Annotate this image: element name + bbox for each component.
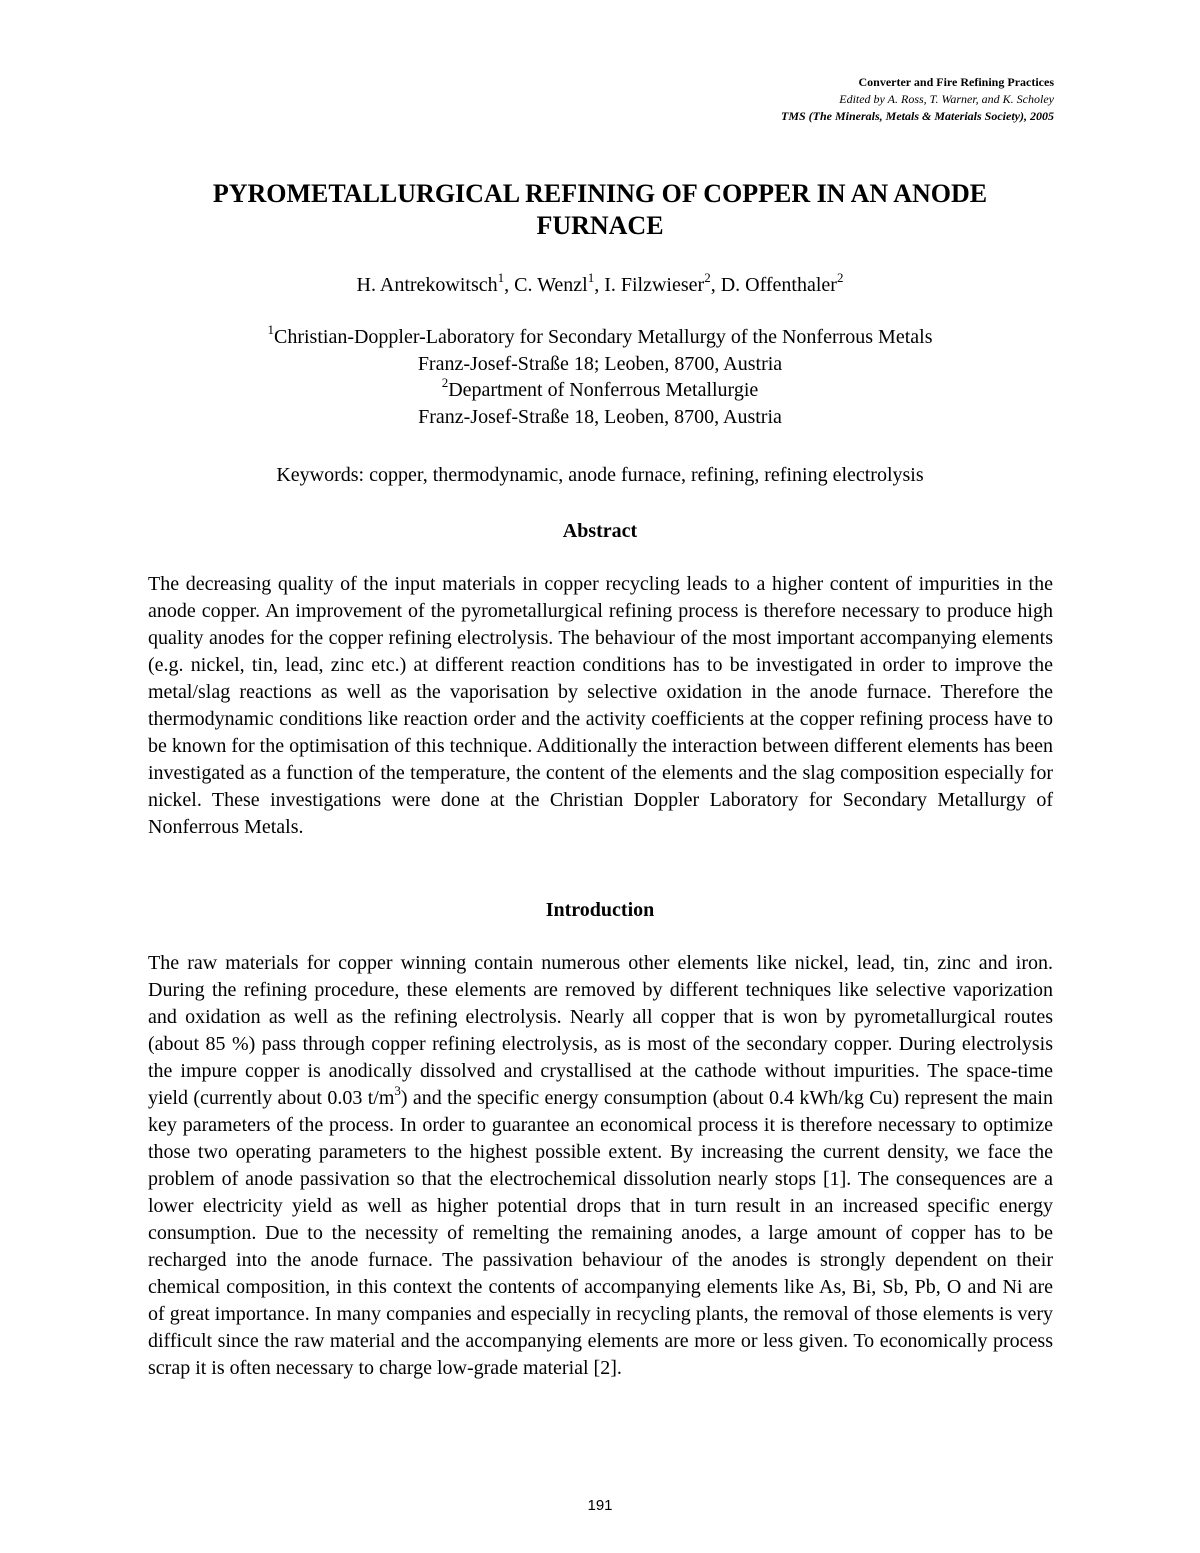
introduction-heading: Introduction (545, 899, 655, 921)
title-line-2: FURNACE (536, 211, 664, 240)
author-list: H. Antrekowitsch$^1$, C. Wenzl$^1$, I. Filzwieser$^2$, D. Offenthaler$^2$ (356, 270, 844, 296)
author-affiliation-mark: 1 (497, 270, 505, 286)
page-number: 191 (587, 1497, 613, 1514)
affiliation-name: $^1$Christian-Doppler-Laboratory for Secondary Metallurgy of the Nonferrous Metals (267, 322, 933, 348)
author-name: D. Offenthaler (720, 274, 837, 296)
paper-title (150, 178, 1050, 242)
affiliation-name: $^2$Department of Nonferrous Metallurgie (441, 375, 759, 401)
affiliation-mark: 2 (441, 375, 449, 391)
superscript-exponent: 3 (394, 1083, 401, 1099)
running-header (781, 74, 1054, 125)
affiliation-address: Franz-Josef-Straße 18, Leoben, 8700, Austria (418, 405, 782, 428)
author-affiliation-mark: 2 (704, 270, 711, 286)
affiliation-mark: 1 (267, 322, 274, 338)
editors-line: Edited by A. Ross, T. Warner, and K. Scholey (839, 92, 1054, 106)
proceedings-title: Converter and Fire Refining Practices (858, 75, 1054, 89)
author-affiliation-mark: 1 (587, 270, 595, 286)
keywords-line: Keywords: copper, thermodynamic, anode furnace, refining, refining electrolysis (276, 464, 924, 486)
title-line-1: PYROMETALLURGICAL REFINING OF COPPER IN AN ANODE (212, 179, 988, 208)
abstract-text: The decreasing quality of the input materials in copper recycling leads to a higher content of impurities in the anode copper. An improvement of the pyrometallurgical refining process is therefore necessary to produce high quality anodes for the copper refining electrolysis. The behaviour of the most important accompanying elements (e.g. nickel, tin, lead, zinc etc.) at different reaction conditions has to be investigated in order to improve the metal/slag reactions as well as the vaporisation by selective oxidation in the anode furnace. Therefore the thermodynamic conditions like reaction order and the activity coefficients at the copper refining process have to be known for the optimisation of this technique. Additionally the interaction between different elements has been investigated as a function of the temperature, the content of the elements and the slag composition especially for nickel. These investigations were done at the Christian Doppler Laboratory for Secondary Metallurgy of Nonferrous Metals. (148, 573, 1053, 838)
affiliation-block (150, 324, 1050, 430)
affiliation-address: Franz-Josef-Straße 18; Leoben, 8700, Austria (417, 352, 783, 375)
author-affiliation-mark: 2 (836, 270, 844, 286)
introduction-text: The raw materials for copper winning contain numerous other elements like nickel, lead, tin, zinc and iron. During the refining procedure, these elements are removed by different techniques like selective vaporization and oxidation as well as the refining electrolysis. Nearly all copper that is won by pyrometallurgical routes (about 85 %) pass through copper refining electrolysis, as is most of the secondary copper. During electrolysis the impure copper is anodically dissolved and crystallised at the cathode without impurities. The space-time yield (currently about 0.03 $t/m^3$) and the specific energy consumption (about 0.4 kWh/kg Cu) represent the main key parameters of the process. In order to guarantee an economical process it is therefore necessary to optimize those two operating parameters to the highest possible extent. By increasing the current density, we face the problem of anode passivation so that the electrochemical dissolution nearly stops [1]. The consequences are a lower electricity yield as well as higher potential drops that in turn result in an increased specific energy consumption. Due to the necessity of remelting the remaining anodes, a large amount of copper has to be recharged into the anode furnace. The passivation behaviour of the anodes is strongly dependent on their chemical composition, in this context the contents of accompanying elements like As, Bi, Sb, Pb, O and Ni are of great importance. In many companies and especially in recycling plants, the removal of those elements is very difficult since the raw material and the accompanying elements are more or less given. To economically process scrap it is often necessary to charge low-grade material [2]. (148, 952, 1053, 1379)
author-name: I. Filzwieser (604, 274, 705, 296)
author-name: C. Wenzl (514, 274, 588, 296)
author-name: H. Antrekowitsch (356, 274, 498, 296)
abstract-heading: Abstract (562, 520, 638, 542)
publisher-line: TMS (The Minerals, Metals & Materials Society), 2005 (781, 109, 1054, 123)
